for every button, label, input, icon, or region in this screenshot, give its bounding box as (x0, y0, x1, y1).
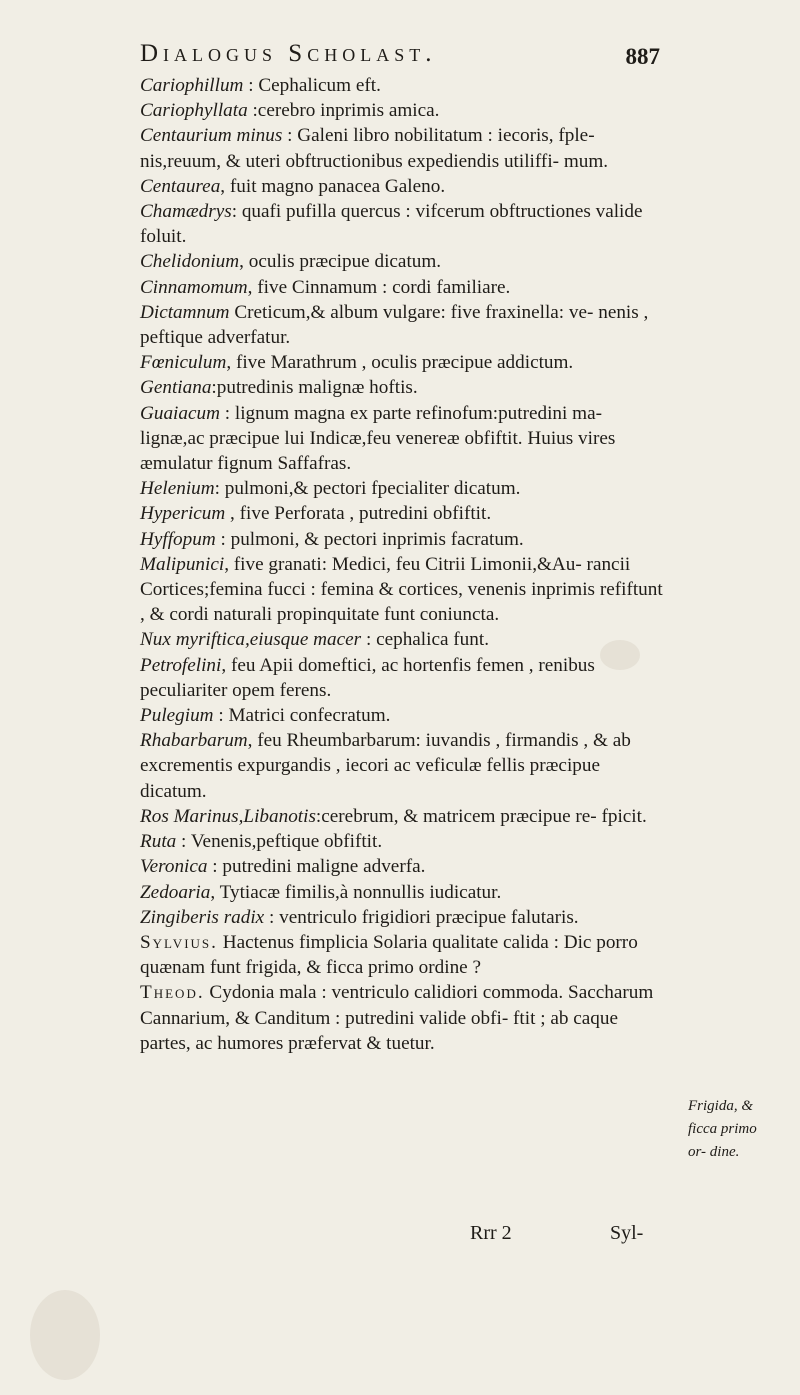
entry-term: Dictamnum (140, 301, 230, 323)
entry-text: , five Marathrum , oculis præcipue addictum. (226, 352, 574, 374)
running-head: Dialogus Scholast. (140, 40, 437, 67)
entry-term: Centaurea (140, 175, 221, 197)
entry (140, 627, 670, 652)
paper-stain (30, 1290, 100, 1380)
entry (140, 829, 670, 854)
entry-text: , five granati: Medici, feu Citrii Limonii,&Au- rancii Cortices;femina fucci : femina & cortices, venenis inprimis refiftunt , & cordi naturali propinquitate funt coniuncta. (140, 553, 663, 626)
entry-text: : Cephalicum eft. (243, 75, 381, 96)
entry (140, 804, 670, 829)
entry (140, 501, 670, 526)
entry-term: Ros Marinus,Libanotis (140, 805, 316, 827)
entry-term: Zedoaria (140, 881, 211, 903)
entry-term: Zingiberis radix (140, 906, 265, 928)
entry (140, 199, 670, 249)
entry-text: : lignum magna ex parte refinofum:putredini ma- lignæ,ac præcipue lui Indicæ,feu venereæ obfiftit. Huius vires æmulatur fignum Saffafras. (140, 402, 616, 475)
catchword: Syl- (610, 1222, 644, 1244)
entry-text: : quafi pufilla quercus : vifcerum obftructiones valide foluit. (140, 201, 643, 248)
entry-text: :cerebrum, & matricem præcipue re- fpicit. (315, 805, 647, 827)
entry (140, 476, 670, 501)
entry-term: Fœniculum (140, 352, 227, 374)
entry-term: Guaiacum (140, 402, 220, 424)
entry (140, 905, 670, 930)
page-number: 887 (625, 44, 660, 69)
entry (140, 527, 670, 552)
entry-list (140, 73, 670, 930)
entry-term: Petrofelini (140, 654, 222, 676)
entry-text: , oculis præcipue dicatum. (239, 251, 442, 273)
entry-term: Pulegium (140, 705, 214, 727)
entry (140, 73, 670, 98)
entry-text: : pulmoni,& pectori fpecialiter dicatum. (214, 478, 521, 500)
main-text (140, 73, 670, 1056)
entry-text: , feu Apii domeftici, ac hortenfis femen , renibus peculiariter opem ferens. (140, 654, 595, 701)
entry-term: Hyffopum (140, 528, 216, 550)
dialogue-text: Cydonia mala : ventriculo calidiori commoda. Saccharum Cannarium, & Canditum : putredini valide obfi- ftit ; ab caque partes, ac humores præfervat & tuetur. (140, 982, 654, 1054)
entry-text: , five Perforata , putredini obfiftit. (225, 503, 492, 525)
entry (140, 703, 670, 728)
entry (140, 375, 670, 400)
entry-term: Cariophyllata (140, 100, 248, 122)
entry (140, 854, 670, 879)
catchwords (140, 1222, 670, 1248)
dialogue-line (140, 930, 670, 980)
entry (140, 552, 670, 628)
entry-term: Hypericum (140, 503, 226, 525)
entry-text: : ventriculo frigidiori præcipue falutaris. (264, 906, 579, 928)
entry-term: Gentiana (140, 377, 212, 399)
entry-term: Veronica (140, 856, 208, 878)
entry (140, 653, 670, 703)
signature-mark: Rrr 2 (470, 1222, 512, 1244)
entry (140, 98, 670, 123)
speaker: Theod. (140, 982, 205, 1004)
entry-term: Chamædrys (140, 201, 232, 223)
dialogue-text: Hactenus fimplicia Solaria qualitate calida : Dic porro quænam funt frigida, & ficca primo ordine ? (140, 931, 638, 979)
entry-text: , five Cinnamum : cordi familiare. (247, 276, 511, 298)
entry-text: , Tytiacæ fimilis,à nonnullis iudicatur. (210, 881, 502, 903)
margin-note: Frigida, & ficca primo or- dine. (688, 1098, 757, 1160)
entry (140, 174, 670, 199)
entry-term: Malipunici (140, 553, 225, 575)
speaker: Sylvius. (140, 931, 218, 953)
entry (140, 275, 670, 300)
entry-term: Centaurium minus (140, 125, 283, 147)
entry-text: : putredini maligne adverfa. (207, 856, 426, 878)
entry-text: :cerebro inprimis amica. (247, 100, 440, 122)
entry-term: Ruta (140, 831, 177, 853)
dialogue-line (140, 980, 670, 1056)
entry-text: : Galeni libro nobilitatum : iecoris, fple- nis,reuum, & uteri obftructionibus expediendis utiliffi- mum. (140, 125, 609, 172)
entry (140, 728, 670, 804)
entry (140, 401, 670, 477)
entry-text: :putredinis malignæ hoftis. (211, 377, 418, 399)
entry (140, 880, 670, 905)
entry-text: : Venenis,peftique obfiftit. (176, 831, 383, 853)
entry-term: Nux myriftica,eiusque macer (140, 629, 362, 651)
dialogue (140, 930, 670, 1056)
entry-term: Cariophillum (140, 75, 244, 96)
entry (140, 123, 670, 173)
entry-term: Helenium (140, 478, 215, 500)
entry (140, 350, 670, 375)
entry-text: Creticum,& album vulgare: five fraxinella: ve- nenis , peftique adverfatur. (140, 301, 649, 349)
entry (140, 249, 670, 274)
entry-text: : pulmoni, & pectori inprimis facratum. (215, 528, 524, 550)
entry-term: Rhabarbarum (140, 730, 248, 752)
entry-text: , feu Rheumbarbarum: iuvandis , firmandis , & ab excrementis expurgandis , iecori ac veficulæ fellis præcipue dicatum. (140, 730, 631, 802)
entry (140, 300, 670, 350)
entry-text: , fuit magno panacea Galeno. (220, 175, 446, 197)
entry-text: : cephalica funt. (361, 629, 489, 651)
entry-text: : Matrici confecratum. (213, 705, 391, 727)
entry-term: Chelidonium (140, 251, 240, 273)
entry-term: Cinnamomum (140, 276, 248, 298)
